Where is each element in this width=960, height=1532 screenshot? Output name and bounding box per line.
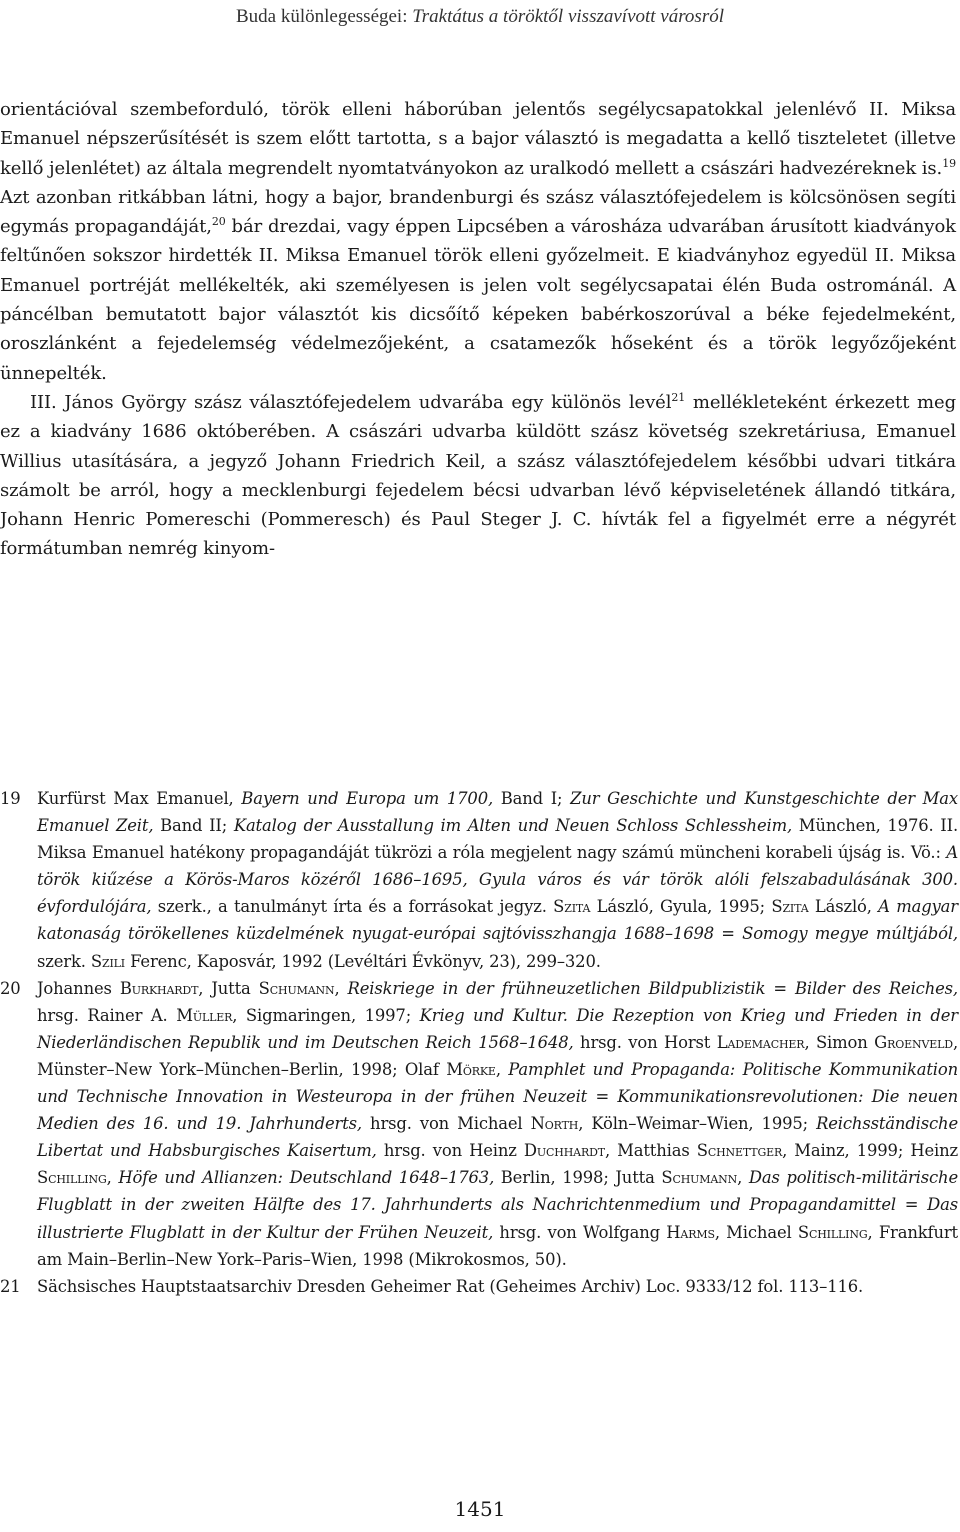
page-number: 1451 (454, 1497, 506, 1521)
main-text (0, 95, 956, 564)
footnote-19: 19 Kurfürst Max Emanuel, Bayern und Europa um 1700, Band I; Zur Geschichte und Kunstgeschichte der Max Emanuel Zeit, Band II; Katalog der Ausstallung im Alten und Neuen Schloss Schlessheim, München, 1976. II. Miksa Emanuel hatékony propagandáját tükrözi a róla megjelent nagy számú müncheni korabeli újság is. Vö.: A török kiűzése a Körös-Maros közéről 1686–1695, Gyula város és vár török alóli felszabadulásának 300. évfordulójára, szerk., a tanulmányt írta és a forrásokat jegyz. Szita László, Gyula, 1995; Szita László, A magyar katonaság törökellenes küzdelmének nyugat-európai sajtóvisszhangja 1688–1698 = Somogy megye múltjából, szerk. Szili Ferenc, Kaposvár, 1992 (Levéltári Évkönyv, 23), 299–320. (0, 785, 958, 975)
header-prefix: Buda különlegességei: (236, 6, 413, 27)
footnote-ref-21[interactable]: 21 (671, 390, 686, 404)
paragraph-1: orientációval szembeforduló, török elleni háborúban jelentős segélycsapatokkal jelenlévő II. Miksa Emanuel népszerűsítését is szem előtt tartotta, s a bajor választó is megadatta a kellő tiszteletet (illetve kellő jelenlétet) az általa megrendelt nyomtatványokon az uralkodó mellett a császári hadvezéreknek is.$^{19}$ Azt azonban ritkábban látni, hogy a bajor, brandenburgi és szász választófejedelem is kölcsönösen segíti egymás propagandáját,$^{20}$ bár drezdai, vagy éppen Lipcsében a városháza udvarában árusított kiadványok feltűnően sokszor hirdették II. Miksa Emanuel török elleni győzelmeit. E kiadványhoz egyedül II. Miksa Emanuel portréját mellékelték, aki személyesen is jelen volt segélycsapatai élén Buda ostrománál. A páncélban bemutatott bajor választót kis dicsőítő képeken babérkoszorúval a béke fejedelmeként, oroszlánként a fejedelemség védelmezőjeként, a csatamezők hőseként és a török legyőzőjeként ünnepelték. (0, 99, 956, 384)
footnotes (0, 785, 958, 1300)
footnote-number: 21 (0, 1276, 21, 1296)
footnote-21: 21 Sächsisches Hauptstaatsarchiv Dresden Geheimer Rat (Geheimes Archiv) Loc. 9333/12 fol. 113–116. (0, 1273, 958, 1300)
footnote-number: 20 (0, 978, 21, 998)
header-title: Traktátus a töröktől visszavívott városról (412, 6, 724, 27)
running-header (0, 6, 960, 28)
footnote-number: 19 (0, 789, 21, 808)
paragraph-2: III. János György szász választófejedelem udvarába egy különös levél$^{21}$ mellékleteként érkezett meg ez a kiadvány 1686 októberében. A császári udvarba küldött szász követség szekretáriusa, Emanuel Willius utasítására, a jegyző Johann Friedrich Keil, a szász választófejedelem későbbi udvari titkára számolt be arról, hogy a mecklenburgi fejedelem bécsi udvarban lévő képviseletének állandó titkára, Johann Henric Pomereschi (Pommeresch) és Paul Steger J. C. hívták fel a figyelmét erre a négyrét formátumban nemrég kinyom- (0, 390, 956, 560)
footnote-ref-19[interactable]: 19 (942, 156, 956, 170)
footnote-ref-20[interactable]: 20 (211, 215, 226, 229)
footnote-20: 20 Johannes Burkhardt, Jutta Schumann, Reiskriege in der frühneuzetlichen Bildpublizistik = Bilder des Reiches, hrsg. Rainer A. Müller, Sigmaringen, 1997; Krieg und Kultur. Die Rezeption von Krieg und Frieden in der Niederländischen Republik und im Deutschen Reich 1568–1648, hrsg. von Horst Lademacher, Simon Groenveld, Münster–New York–München–Berlin, 1998; Olaf Mörke, Pamphlet und Propaganda: Politische Kommunikation und Technische Innovation in Westeuropa in der frühen Neuzeit = Kommunikationsrevolutionen: Die neuen Medien des 16. und 19. Jahrhunderts, hrsg. von Michael North, Köln–Weimar–Wien, 1995; Reichsständische Libertat und Habsburgisches Kaisertum, hrsg. von Heinz Duchhardt, Matthias Schnettger, Mainz, 1999; Heinz Schilling, Höfe und Allianzen: Deutschland 1648–1763, Berlin, 1998; Jutta Schumann, Das politisch-militärische Flugblatt in der zweiten Hälfte des 17. Jahrhunderts als Nachrichtenmedium und Propagandamittel = Das illustrierte Flugblatt in der Kultur der Frühen Neuzeit, hrsg. von Wolfgang Harms, Michael Schilling, Frankfurt am Main–Berlin–New York–Paris–Wien, 1998 (Mikrokosmos, 50). (0, 975, 958, 1273)
